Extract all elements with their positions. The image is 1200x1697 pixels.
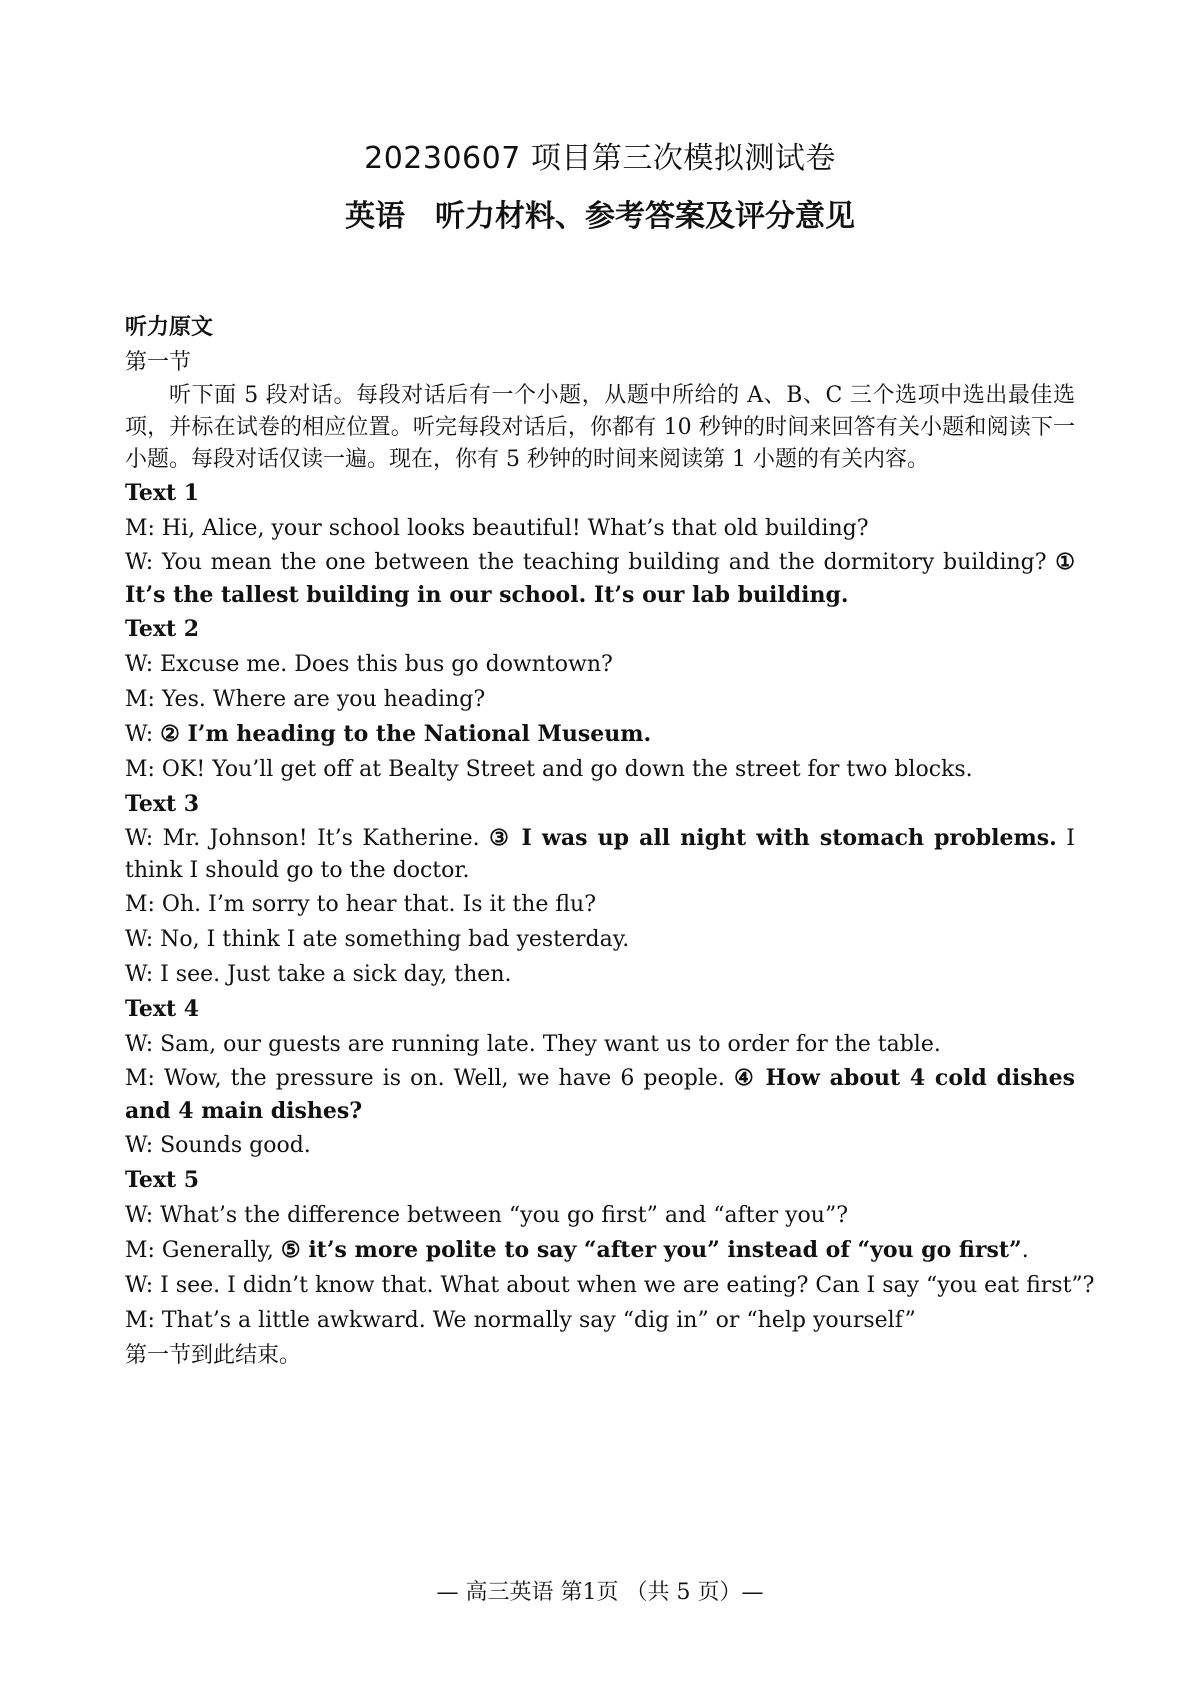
dialogue-line: [125, 752, 1075, 787]
dialogue-text: M: That’s a little awkward. We normally say “dig in” or “help yourself”: [125, 1308, 916, 1333]
dialogue-line: [125, 1027, 1075, 1062]
dialogue-line: [125, 647, 1075, 682]
instructions: 听下面 5 段对话。每段对话后有一个小题，从题中所给的 A、B、C 三个选项中选出最佳选项，并标在试卷的相应位置。听完每段对话后，你都有 10 秒钟的时间来回答有关小题和阅读下一小题。每段对话仅读一遍。现在，你有 5 秒钟的时间来阅读第 1 小题的有关内容。: [125, 383, 1075, 472]
dialogue-text-after: I think I should go to the doctor.: [125, 826, 1075, 883]
dialogue-line: [125, 1233, 1075, 1268]
dialogue-texts: [125, 476, 1095, 1338]
dialogue-text: W: I see. Just take a sick day, then.: [125, 962, 512, 987]
part-end: 第一节到此结束。: [125, 1343, 302, 1368]
answer-marker: ①: [1055, 549, 1075, 575]
answer-marker: ④: [733, 1065, 756, 1091]
dialogue-text: W: Mr. Johnson! It’s Katherine.: [125, 826, 490, 851]
dialogue-text: M: Hi, Alice, your school looks beautiful! What’s that old building?: [125, 516, 869, 541]
dialogue-line: [125, 822, 1075, 887]
page-subtitle: [0, 196, 1200, 238]
dialogue-line: [125, 511, 1075, 546]
dialogue-line: [125, 717, 1075, 752]
dialogue-text: M: Generally,: [125, 1238, 281, 1263]
part-label: 第一节: [125, 350, 192, 375]
dialogue-text: W: Sounds good.: [125, 1133, 311, 1158]
section-heading: 听力原文: [125, 314, 214, 340]
text-heading: Text 3: [125, 791, 200, 817]
subtitle-subject: 英语: [345, 199, 405, 234]
dialogue-text: W: What’s the difference between “you go first” and “after you”?: [125, 1203, 849, 1228]
text-heading: Text 2: [125, 616, 200, 642]
text-heading: Text 1: [125, 480, 200, 506]
dialogue-text: W: Sam, our guests are running late. They want us to order for the table.: [125, 1032, 941, 1057]
dialogue-text-after: .: [1021, 1238, 1029, 1263]
dialogue-line: [125, 546, 1075, 612]
dialogue-line: [125, 1128, 1075, 1163]
answer-marker: ②: [160, 721, 180, 747]
dialogue-text: W: Excuse me. Does this bus go downtown?: [125, 652, 613, 677]
page-title: 20230607 项目第三次模拟测试卷: [364, 141, 836, 176]
dialogue-line: [125, 1198, 1075, 1233]
dialogue-text: W: No, I think I ate something bad yesterday.: [125, 927, 630, 952]
answer-key-text: I’m heading to the National Museum.: [179, 721, 652, 747]
dialogue-line: [125, 1062, 1075, 1128]
dialogue-text: M: Yes. Where are you heading?: [125, 687, 486, 712]
dialogue-line: [125, 922, 1075, 957]
dialogue-text: M: OK! You’ll get off at Bealty Street and go down the street for two blocks.: [125, 757, 973, 782]
dialogue-text: M: Wow, the pressure is on. Well, we have 6 people.: [125, 1066, 734, 1091]
dialogue-line: [125, 887, 1075, 922]
dialogue-text: W: I see. I didn’t know that. What about when we are eating? Can I say “you eat first”?: [125, 1273, 1095, 1298]
text-heading: Text 4: [125, 996, 200, 1022]
dialogue-line: [125, 682, 1075, 717]
answer-key-text: How about 4 cold dishes and 4 main dishes?: [125, 1065, 1075, 1124]
dialogue-text: W:: [125, 722, 161, 747]
answer-key-text: it’s more polite to say “after you” instead of “you go first”: [300, 1237, 1022, 1263]
answer-marker: ③: [489, 825, 512, 851]
text-heading: Text 5: [125, 1167, 200, 1193]
dialogue-text: M: Oh. I’m sorry to hear that. Is it the flu?: [125, 892, 597, 917]
dialogue-text: W: You mean the one between the teaching building and the dormitory building?: [125, 550, 1056, 575]
answer-key-text: It’s the tallest building in our school. It’s our lab building.: [125, 582, 849, 608]
dialogue-line: [125, 1268, 1095, 1303]
title-block: [0, 138, 1200, 238]
dialogue-line: [125, 1303, 1075, 1338]
subtitle-description: 听力材料、参考答案及评分意见: [435, 199, 855, 234]
page-footer: — 高三英语 第1页 （共 5 页）—: [436, 1580, 764, 1605]
answer-key-text: I was up all night with stomach problems.: [511, 825, 1057, 851]
answer-marker: ⑤: [280, 1237, 301, 1263]
dialogue-line: [125, 957, 1075, 992]
listening-transcript: [125, 310, 1095, 1373]
